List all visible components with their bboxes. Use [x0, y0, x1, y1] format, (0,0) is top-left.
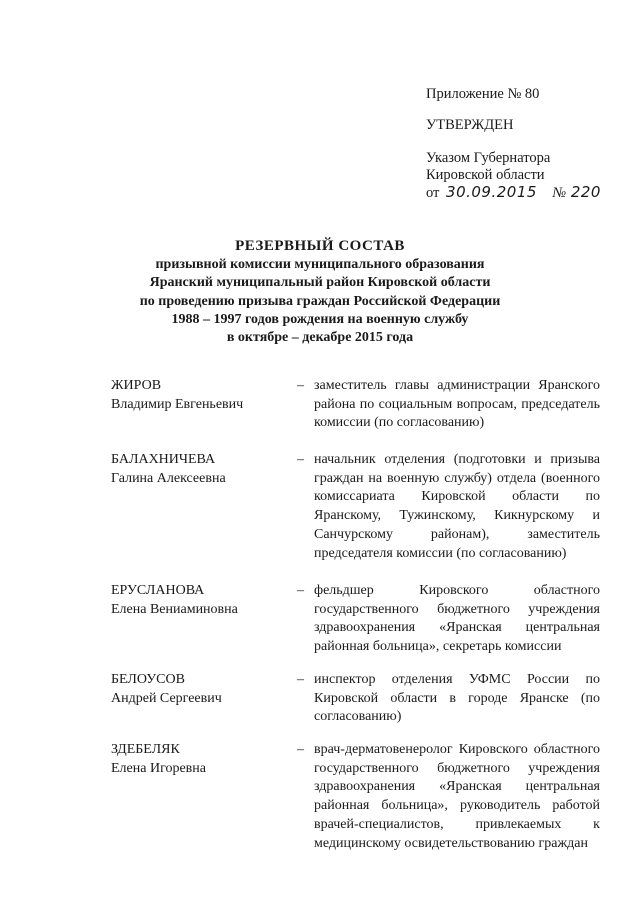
members-list [111, 377, 601, 871]
title-line-2: Яранский муниципальный район Кировской области [149, 275, 491, 291]
decree-line-2: Кировской области [426, 167, 545, 183]
approved-label: УТВЕРЖДЕН [426, 117, 514, 133]
member-name [111, 741, 286, 778]
member-role: заместитель главы администрации Яранского района по социальным вопросам, председатель комиссии (по согласованию) [314, 378, 600, 431]
title-line-4: 1988 – 1997 годов рождения на военную службу [171, 311, 469, 327]
member-name [111, 582, 286, 619]
decree-date-line [426, 184, 616, 202]
member-name [111, 451, 286, 488]
member-entry [111, 377, 601, 451]
date-prefix: от [426, 185, 440, 201]
member-entry [111, 582, 601, 671]
title-line-3: по проведению призыва граждан Российской Федерации [139, 293, 501, 309]
member-surname: БЕЛОУСОВ [111, 672, 185, 687]
member-entry [111, 451, 601, 582]
dash-separator: – [297, 452, 304, 467]
title-line-1: призывной комиссии муниципального образования [155, 257, 485, 272]
member-given-name: Елена Вениаминовна [111, 601, 238, 617]
member-given-name: Владимир Евгеньевич [111, 396, 244, 412]
member-surname: ЕРУСЛАНОВА [111, 583, 205, 598]
member-role: инспектор отделения УФМС России по Кировской области в городе Яранске (по согласованию) [314, 672, 600, 725]
title-line-5: в октябре – декабре 2015 года [226, 330, 414, 346]
member-entry [111, 671, 601, 741]
member-surname: ЖИРОВ [111, 378, 162, 393]
member-given-name: Галина Алексеевна [111, 470, 226, 486]
member-surname: ЗДЕБЕЛЯК [111, 742, 180, 757]
member-entry [111, 741, 601, 871]
number-sign: № [552, 185, 567, 201]
title-heading: РЕЗЕРВНЫЙ СОСТАВ [235, 238, 405, 254]
document-title [120, 236, 520, 347]
decree-line-1: Указом Губернатора [426, 150, 551, 166]
member-role: начальник отделения (подготовки и призыва граждан на военную службу) отдела (военного комиссариата Кировской области по Яранскому, Тужинскому, Кикнурскому и Санчурскому районам), заместитель председателя комиссии (по согласованию) [314, 452, 600, 561]
dash-separator: – [297, 378, 304, 393]
handwritten-date: 30.09.2015 [446, 183, 537, 201]
member-role: фельдшер Кировского областного государственного бюджетного учреждения здравоохранения «Яранская центральная районная больница», секретарь комиссии [314, 583, 600, 655]
dash-separator: – [297, 583, 304, 598]
member-role: врач-дерматовенеролог Кировского областного государственного бюджетного учреждения здравоохранения «Яранская центральная районная больница», руководитель работой врачей-специалистов, привлекаемых к медицинскому освидетельствованию граждан [314, 742, 600, 851]
dash-separator: – [297, 742, 304, 757]
annex-number: Приложение № 80 [426, 86, 540, 102]
handwritten-number: 220 [570, 183, 601, 201]
approval-stamp [426, 86, 616, 202]
dash-separator: – [297, 672, 304, 687]
member-surname: БАЛАХНИЧЕВА [111, 452, 216, 467]
member-given-name: Елена Игоревна [111, 760, 206, 776]
member-name [111, 377, 286, 414]
member-name [111, 671, 286, 708]
member-given-name: Андрей Сергеевич [111, 690, 222, 706]
